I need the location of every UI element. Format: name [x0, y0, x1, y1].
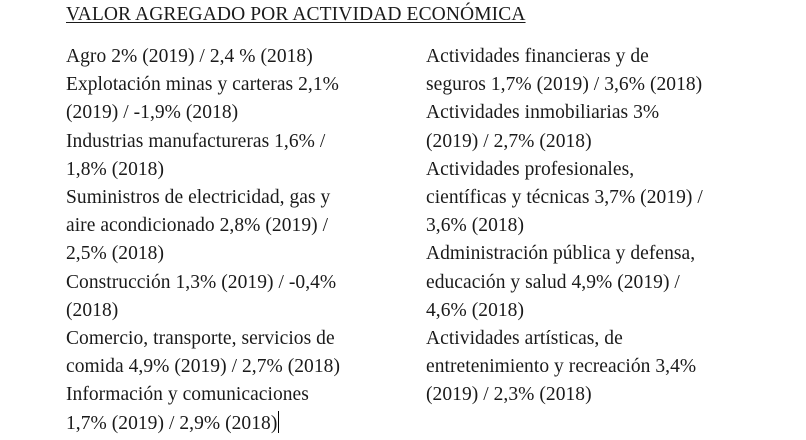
sector-entry-line: 1,8% (2018) — [66, 158, 165, 180]
sector-entry-line: (2019) / -1,9% (2018) — [66, 102, 239, 124]
sector-entry-line: 2,5% (2018) — [66, 243, 165, 265]
sector-entry-line: (2019) / 2,7% (2018) — [426, 130, 592, 152]
sector-entry — [426, 156, 796, 241]
sector-entry-line: 4,6% (2018) — [426, 299, 525, 321]
sector-entry — [66, 43, 411, 71]
document-title: VALOR AGREGADO POR ACTIVIDAD ECONÓMICA — [66, 4, 526, 25]
sector-entry — [66, 128, 411, 184]
sector-entry-line: Actividades financieras y de — [426, 46, 649, 67]
sector-entry-line: Explotación minas y carteras 2,1% — [66, 74, 339, 96]
sector-entry-line: Suministros de electricidad, gas y — [66, 187, 331, 209]
sector-entry-line: Información y comunicaciones — [66, 384, 309, 406]
sector-entry-line: seguros 1,7% (2019) / 3,6% (2018) — [426, 74, 703, 96]
sector-entry-line: 3,6% (2018) — [426, 215, 525, 237]
sector-entry — [66, 184, 411, 269]
sector-entry-line: Construcción 1,3% (2019) / -0,4% — [66, 271, 337, 293]
sector-entry — [426, 325, 796, 410]
sector-entry — [426, 240, 796, 325]
sector-entry-line: 1,7% (2019) / 2,9% (2018) — [66, 412, 278, 434]
sector-entry-line: (2018) — [66, 299, 119, 321]
left-column — [66, 43, 411, 438]
sector-entry-line: Agro 2% (2019) / 2,4 % (2018) — [66, 46, 313, 67]
sector-entry-line: científicas y técnicas 3,7% (2019) / — [426, 187, 703, 209]
text-cursor — [278, 411, 279, 433]
sector-entry-line: Actividades artísticas, de — [426, 328, 623, 350]
sector-entry — [66, 71, 411, 127]
right-column — [426, 43, 796, 410]
sector-entry-line: comida 4,9% (2019) / 2,7% (2018) — [66, 356, 340, 378]
sector-entry-line: Industrias manufactureras 1,6% / — [66, 130, 326, 152]
sector-entry-line: aire acondicionado 2,8% (2019) / — [66, 215, 329, 237]
sector-entry — [66, 269, 411, 325]
sector-entry — [66, 381, 411, 437]
sector-entry-line: educación y salud 4,9% (2019) / — [426, 271, 680, 293]
sector-entry — [66, 325, 411, 381]
sector-entry-line: Administración pública y defensa, — [426, 243, 696, 265]
sector-entry-line: (2019) / 2,3% (2018) — [426, 384, 592, 406]
sector-entry-line: Comercio, transporte, servicios de — [66, 328, 335, 350]
sector-entry-line: Actividades inmobiliarias 3% — [426, 102, 660, 124]
sector-entry-line: Actividades profesionales, — [426, 158, 635, 180]
sector-entry — [426, 99, 796, 155]
sector-entry-line: entretenimiento y recreación 3,4% — [426, 356, 697, 378]
sector-entry — [426, 43, 796, 99]
